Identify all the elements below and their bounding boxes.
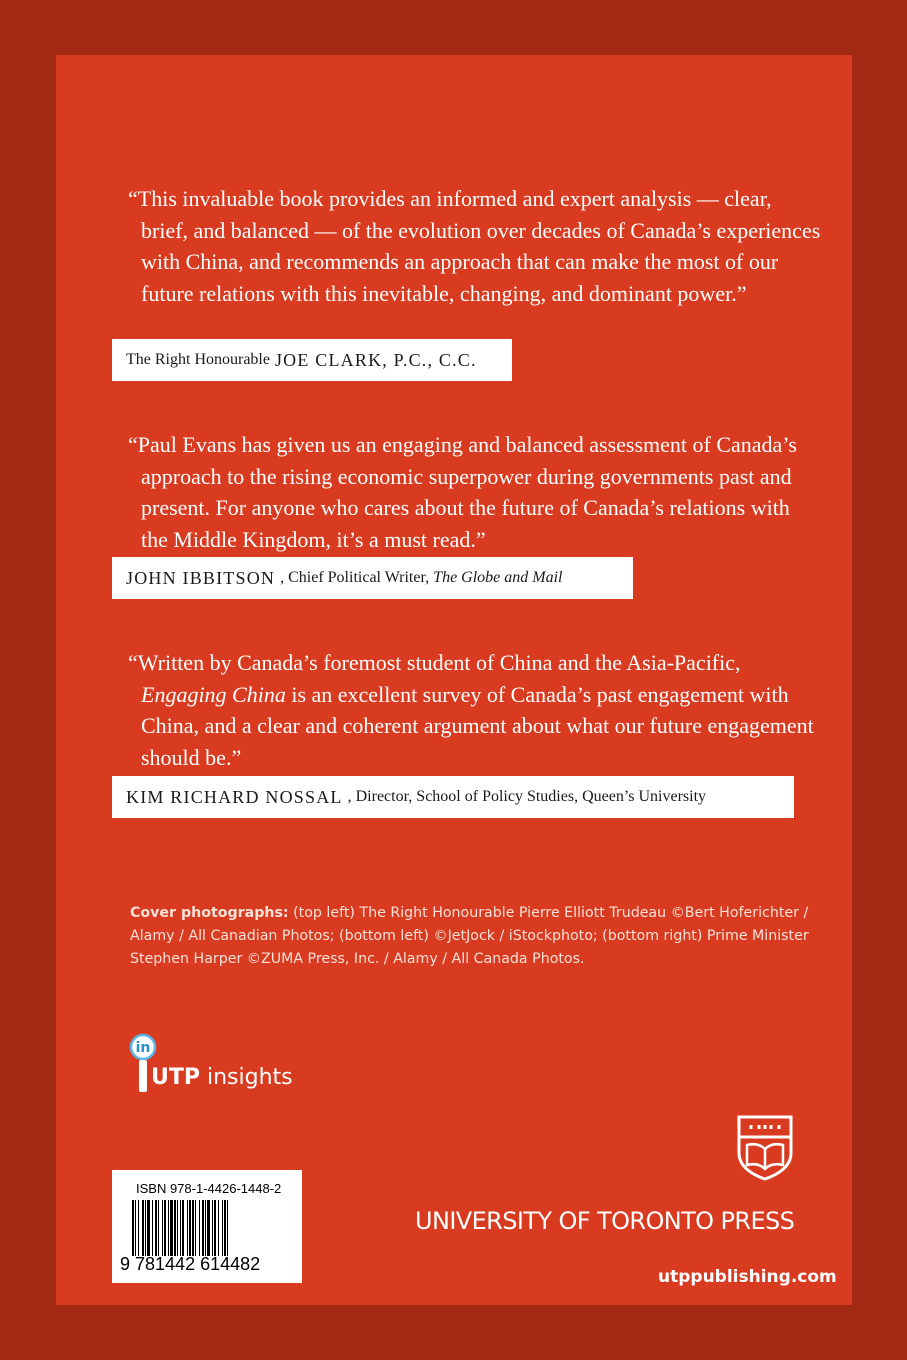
isbn-barcode-box bbox=[112, 1170, 302, 1283]
barcode-bar bbox=[147, 1200, 150, 1256]
barcode-bar bbox=[168, 1200, 169, 1256]
barcode-bar bbox=[170, 1200, 173, 1256]
barcode-bar bbox=[205, 1200, 206, 1256]
cover-photo-credits bbox=[130, 902, 820, 971]
back-cover bbox=[56, 55, 852, 1305]
blurb-quote-nossal bbox=[128, 647, 821, 773]
barcode-bar bbox=[174, 1200, 176, 1256]
barcode-bar bbox=[177, 1200, 178, 1256]
isbn-label: ISBN 978-1-4426-1448-2 bbox=[136, 1181, 282, 1196]
utp-insights-logo bbox=[129, 1033, 339, 1105]
barcode-bar bbox=[138, 1200, 139, 1256]
attribution-name: JOE CLARK bbox=[274, 349, 383, 370]
blurb-attribution-clark bbox=[112, 339, 512, 381]
barcode-graphic bbox=[132, 1200, 284, 1256]
barcode-bar bbox=[199, 1200, 200, 1256]
publisher-website[interactable]: utppublishing.com bbox=[658, 1267, 837, 1287]
utp-crest-logo bbox=[737, 1115, 793, 1185]
barcode-bar bbox=[142, 1200, 144, 1256]
barcode-bar bbox=[222, 1200, 223, 1256]
attribution-prefix: The Right Honourable bbox=[126, 351, 270, 368]
quote-text-before: “Written by Canada’s foremost student of China and the Asia-Pacific, bbox=[128, 650, 741, 675]
credits-text: (top left) The Right Honourable Pierre Elliott Trudeau ©Bert Hoferichter / Alamy / All Canadian Photos; (bottom left) ©JetJock / iStockphoto; (bottom right) Prime Minister Stephen Harper ©ZUMA Press, Inc. / Alamy / All Canada Photos. bbox=[130, 905, 809, 967]
blurb-quote-clark: “This invaluable book provides an informed and expert analysis — clear, brief, and balanced — of the evolution over decades of Canada’s experiences with China, and recommends an approach that can make the most of our future relations with this inevitable, changing, and dominant power.” bbox=[128, 186, 821, 306]
series-name bbox=[151, 1065, 293, 1090]
blurb-quote-ibbitson: “Paul Evans has given us an engaging and balanced assessment of Canada’s approach to the rising economic superpower during governments past and present. For anyone who cares about the future of Canada’s relations with the Middle Kingdom, it’s a must read.” bbox=[128, 432, 797, 552]
blurb-attribution-ibbitson bbox=[112, 557, 633, 599]
series-brand: UTP bbox=[151, 1065, 200, 1090]
barcode-bar bbox=[152, 1200, 153, 1256]
quote-text-after: is an excellent survey of Canada’s past engagement with China, and a clear and coherent argument about what our future engagement should be.” bbox=[141, 681, 814, 770]
barcode-bar bbox=[192, 1200, 194, 1256]
barcode-bar bbox=[195, 1200, 196, 1256]
credits-label: Cover photographs: bbox=[130, 905, 289, 921]
attribution-suffix: , P.C., C.C. bbox=[382, 349, 477, 370]
barcode-bar bbox=[158, 1200, 159, 1256]
barcode-bar bbox=[207, 1200, 210, 1256]
series-badge: in bbox=[135, 1040, 151, 1056]
series-word: insights bbox=[207, 1065, 293, 1090]
barcode-bar bbox=[202, 1200, 204, 1256]
barcode-bar bbox=[187, 1200, 188, 1256]
attribution-role: , Director, School of Policy Studies, Queen’s University bbox=[347, 788, 707, 805]
barcode-bar bbox=[164, 1200, 166, 1256]
barcode-bar bbox=[145, 1200, 146, 1256]
barcode-bar bbox=[132, 1200, 134, 1256]
attribution-publication: The Globe and Mail bbox=[433, 569, 563, 586]
isbn-digits: 9 781442 614482 bbox=[120, 1254, 261, 1274]
barcode-bar bbox=[212, 1200, 213, 1256]
book-shield-icon bbox=[737, 1115, 793, 1181]
attribution-role: , Chief Political Writer, bbox=[280, 569, 430, 586]
barcode-bar bbox=[227, 1200, 228, 1256]
barcode-bar bbox=[214, 1200, 216, 1256]
barcode-bar bbox=[135, 1200, 136, 1256]
attribution-name: JOHN IBBITSON bbox=[126, 567, 276, 588]
publisher-name: UNIVERSITY OF TORONTO PRESS bbox=[415, 1207, 795, 1235]
barcode-bar bbox=[218, 1200, 219, 1256]
barcode-bar bbox=[180, 1200, 181, 1256]
barcode-bar bbox=[189, 1200, 191, 1256]
barcode-bar bbox=[162, 1200, 163, 1256]
blurb-attribution-nossal bbox=[112, 776, 794, 818]
barcode-bar bbox=[224, 1200, 226, 1256]
barcode-bar bbox=[155, 1200, 157, 1256]
attribution-name: KIM RICHARD NOSSAL bbox=[126, 786, 343, 807]
book-title: Engaging China bbox=[141, 681, 286, 707]
barcode-bar bbox=[182, 1200, 184, 1256]
